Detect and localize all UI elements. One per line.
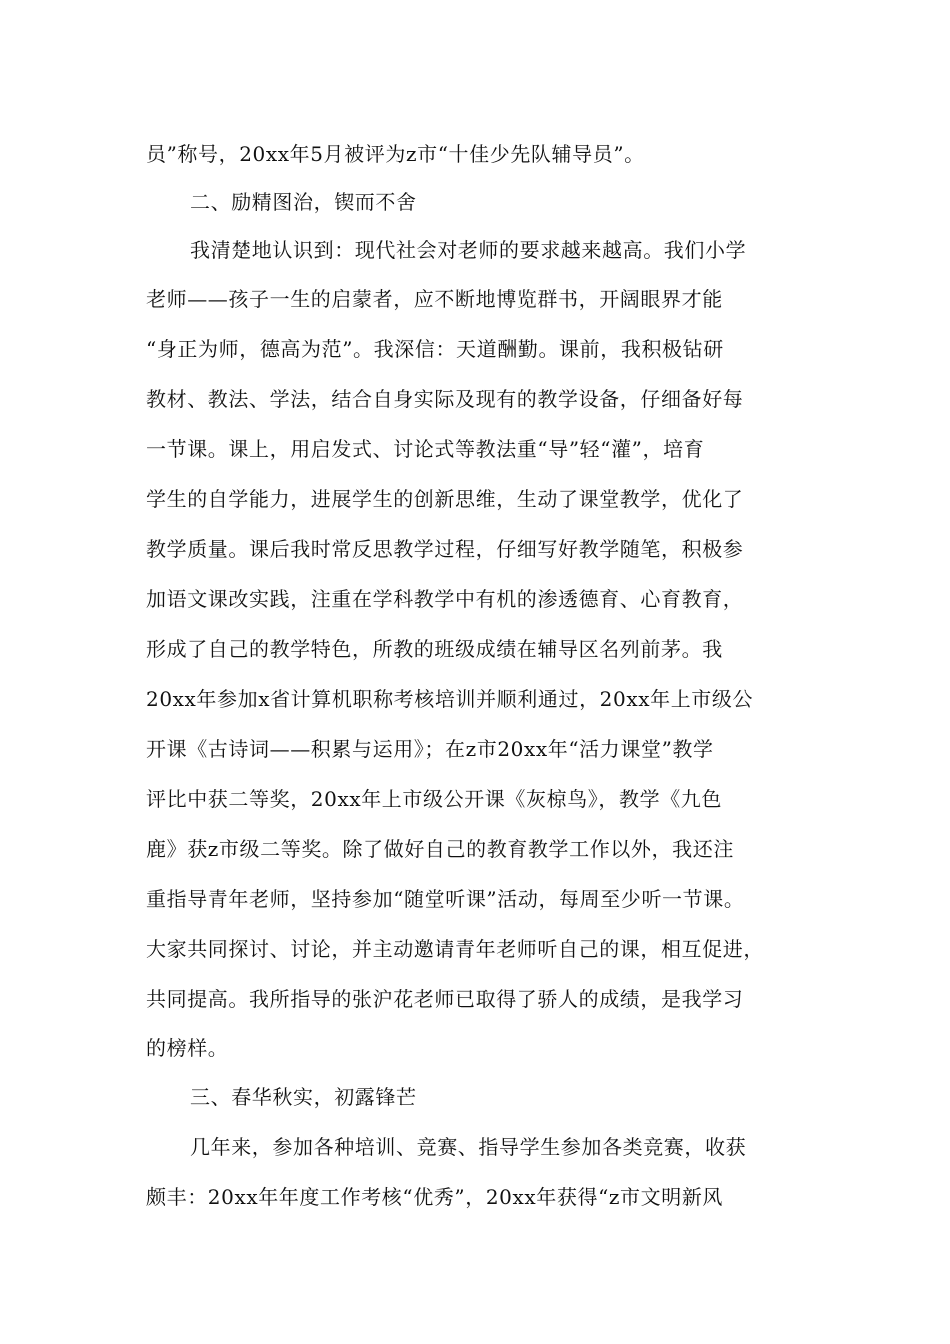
- text-line-12: 20xx年参加x省计算机职称考核培训并顺利通过，20xx年上市级公: [146, 687, 754, 711]
- text-line-9: 教学质量。课后我时常反思教学过程，仔细写好教学随笔，积极参: [146, 537, 744, 561]
- text-line-4: 老师——孩子一生的启蒙者，应不断地博览群书，开阔眼界才能: [146, 287, 723, 311]
- text-line-6: 教材、教法、学法，结合自身实际及现有的教学设备，仔细备好每: [146, 387, 744, 411]
- text-line-15: 鹿》获z市级二等奖。除了做好自己的教育教学工作以外，我还注: [146, 837, 734, 861]
- text-line-8: 学生的自学能力，进展学生的创新思维，生动了课堂教学，优化了: [146, 487, 744, 511]
- text-line-19: 的榜样。: [146, 1036, 229, 1060]
- text-line-7: 一节课。课上，用启发式、讨论式等教法重“导”轻“灌”，培育: [146, 437, 705, 461]
- text-line-14: 评比中获二等奖，20xx年上市级公开课《灰椋鸟》，教学《九色: [146, 787, 723, 811]
- text-line-11: 形成了自己的教学特色，所教的班级成绩在辅导区名列前茅。我: [146, 637, 723, 661]
- text-line-17: 大家共同探讨、讨论，并主动邀请青年老师听自己的课，相互促进，: [146, 937, 764, 961]
- text-line-18: 共同提高。我所指导的张沪花老师已取得了骄人的成绩，是我学习: [146, 987, 744, 1011]
- text-line-21: 几年来，参加各种培训、竞赛、指导学生参加各类竞赛，收获: [190, 1135, 747, 1159]
- text-line-13: 开课《古诗词——积累与运用》；在z市20xx年“活力课堂”教学: [146, 737, 714, 761]
- section-heading-3: 三、春华秋实，初露锋芒: [190, 1085, 417, 1109]
- text-line-16: 重指导青年老师，坚持参加“随堂听课”活动，每周至少听一节课。: [146, 887, 745, 911]
- section-heading-2: 二、励精图治，锲而不舍: [190, 190, 417, 214]
- text-line-5: “身正为师，德高为范”。我深信：天道酬勤。课前，我积极钻研: [146, 337, 724, 361]
- text-line-22: 颇丰：20xx年年度工作考核“优秀”，20xx年获得“z市文明新风: [146, 1185, 724, 1209]
- text-line-3: 我清楚地认识到：现代社会对老师的要求越来越高。我们小学: [190, 238, 747, 262]
- text-line-10: 加语文课改实践，注重在学科教学中有机的渗透德育、心育教育，: [146, 587, 744, 611]
- text-line-1: 员”称号，20xx年5月被评为z市“十佳少先队辅导员”。: [146, 142, 645, 166]
